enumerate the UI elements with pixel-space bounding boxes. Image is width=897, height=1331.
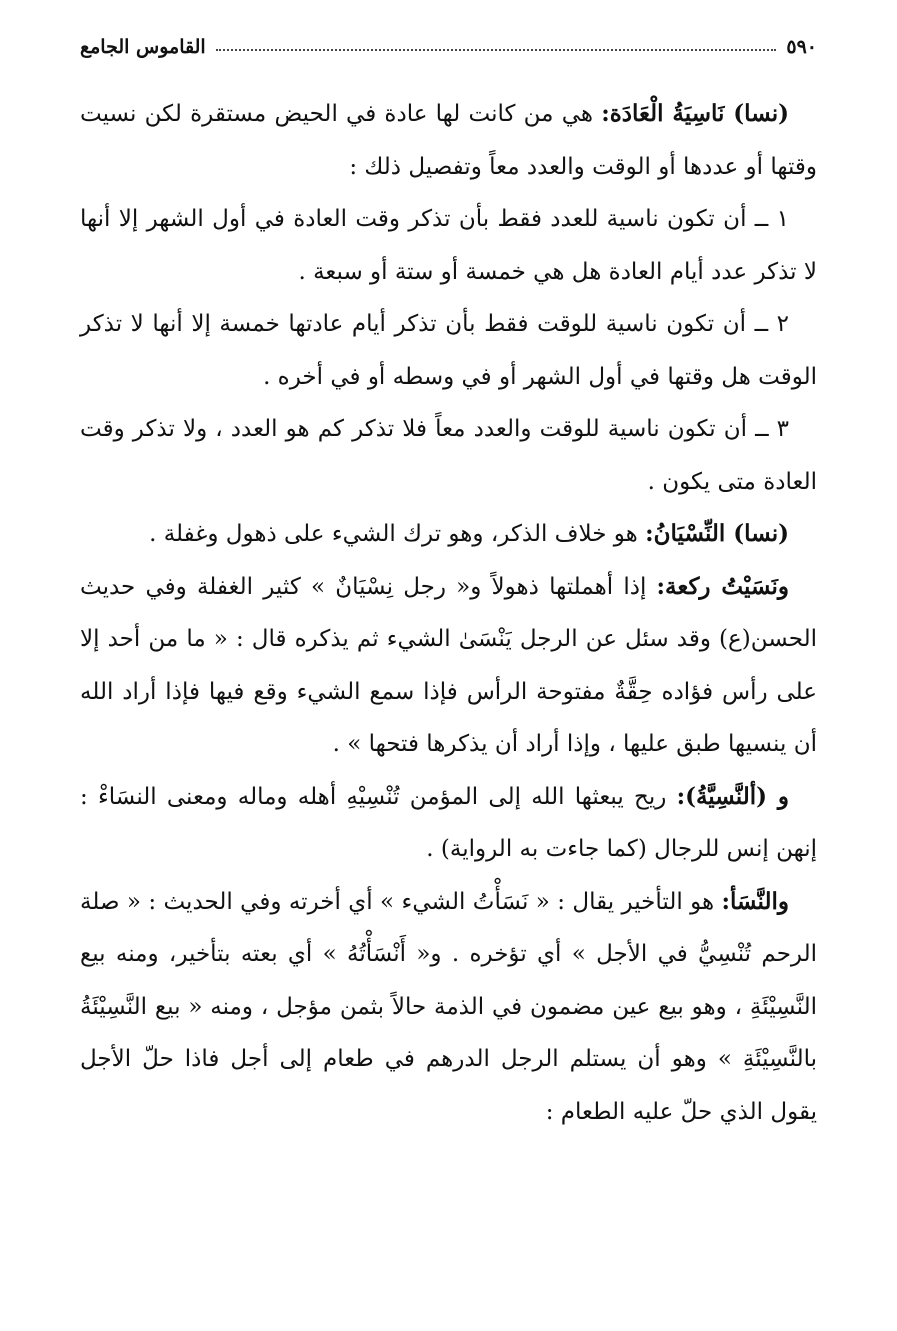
page-number: ٥٩٠ [786, 36, 817, 58]
entry-headword: و (ألنَّسِيَّةُ): [676, 782, 790, 810]
list-item-1 [80, 193, 817, 298]
entry-headword: ونَسَيْتُ ركعة: [656, 572, 789, 600]
entry-headword: (نسا) النِّسْيَانُ: [645, 520, 789, 547]
entry-nasiya-al-ada [80, 88, 817, 193]
list-item-text: ٣ ــ أن تكون ناسية للوقت والعدد معاً فلا تذكر كم هو العدد ، ولا تذكر وقت العادة متى يكون . [80, 416, 817, 495]
list-item-text: ٢ ــ أن تكون ناسية للوقت فقط بأن تذكر أيام عادتها خمسة إلا أنها لا تذكر الوقت هل وقتها في أول الشهر أو في وسطه أو في أخره . [80, 311, 817, 390]
entry-text: هي من كانت لها عادة في الحيض مستقرة لكن نسيت وقتها أو عددها أو الوقت والعدد معاً وتفصيل ذلك : [80, 101, 817, 180]
list-item-3 [80, 403, 817, 508]
entry-headword: (نسا) نَاسِيَةُ الْعَادَة: [601, 100, 789, 127]
entry-text: هو خلاف الذكر، وهو ترك الشيء على ذهول وغفلة . [149, 521, 646, 547]
entry-text: ريح يبعثها الله إلى المؤمن تُنْسِيْهِ أهله وماله ومعنى النسَاءْ : إنهن إنس للرجال (كما جاءت به الرواية) . [80, 783, 817, 862]
page-body [80, 88, 817, 1138]
header-dotted-leader [216, 49, 777, 51]
entry-al-nasa [80, 876, 817, 1139]
entry-text: إذا أهملتها ذهولاً و« رجل نِسْيَانٌ » كثير الغفلة وفي حديث الحسن(ع) وقد سئل عن الرجل يَنْسَىٰ الشيء ثم يذكره قال : « ما من أحد إلا على رأس فؤاده حِقَّةٌ مفتوحة الرأس فإذا سمع الشيء وقع فيها فإذا أراد الله أن ينسيها طبق عليها ، وإذا أراد أن يذكرها فتحها » . [80, 573, 817, 757]
entry-text: هو التأخير يقال : « نَسَأْتُ الشيء » أي أخرته وفي الحديث : « صلة الرحم تُنْسِيُّ في الأجل » أي تؤخره . و« أَنْسَأْتُهُ » أي بعته بتأخير، ومنه بيع النَّسِيْئَةِ ، وهو بيع عين مضمون في الذمة حالاً بثمن مؤجل ، ومنه « بيع النَّسِيْئَةُ بالنَّسِيْئَةِ » وهو أن يستلم الرجل الدرهم في طعام إلى أجل فاذا حلّ الأجل يقول الذي حلّ عليه الطعام : [80, 888, 817, 1125]
entry-nasaytu-rakaa [80, 561, 817, 771]
list-item-2 [80, 298, 817, 403]
page-header [80, 32, 817, 62]
entry-headword: والنَّسَأ: [721, 887, 789, 915]
book-title: القاموس الجامع [80, 36, 206, 58]
entry-al-nasiyya [80, 771, 817, 876]
entry-al-nisyan [80, 508, 817, 561]
list-item-text: ١ ــ أن تكون ناسية للعدد فقط بأن تذكر وقت العادة في أول الشهر إلا أنها لا تذكر عدد أيام العادة هل هي خمسة أو ستة أو سبعة . [80, 206, 817, 285]
